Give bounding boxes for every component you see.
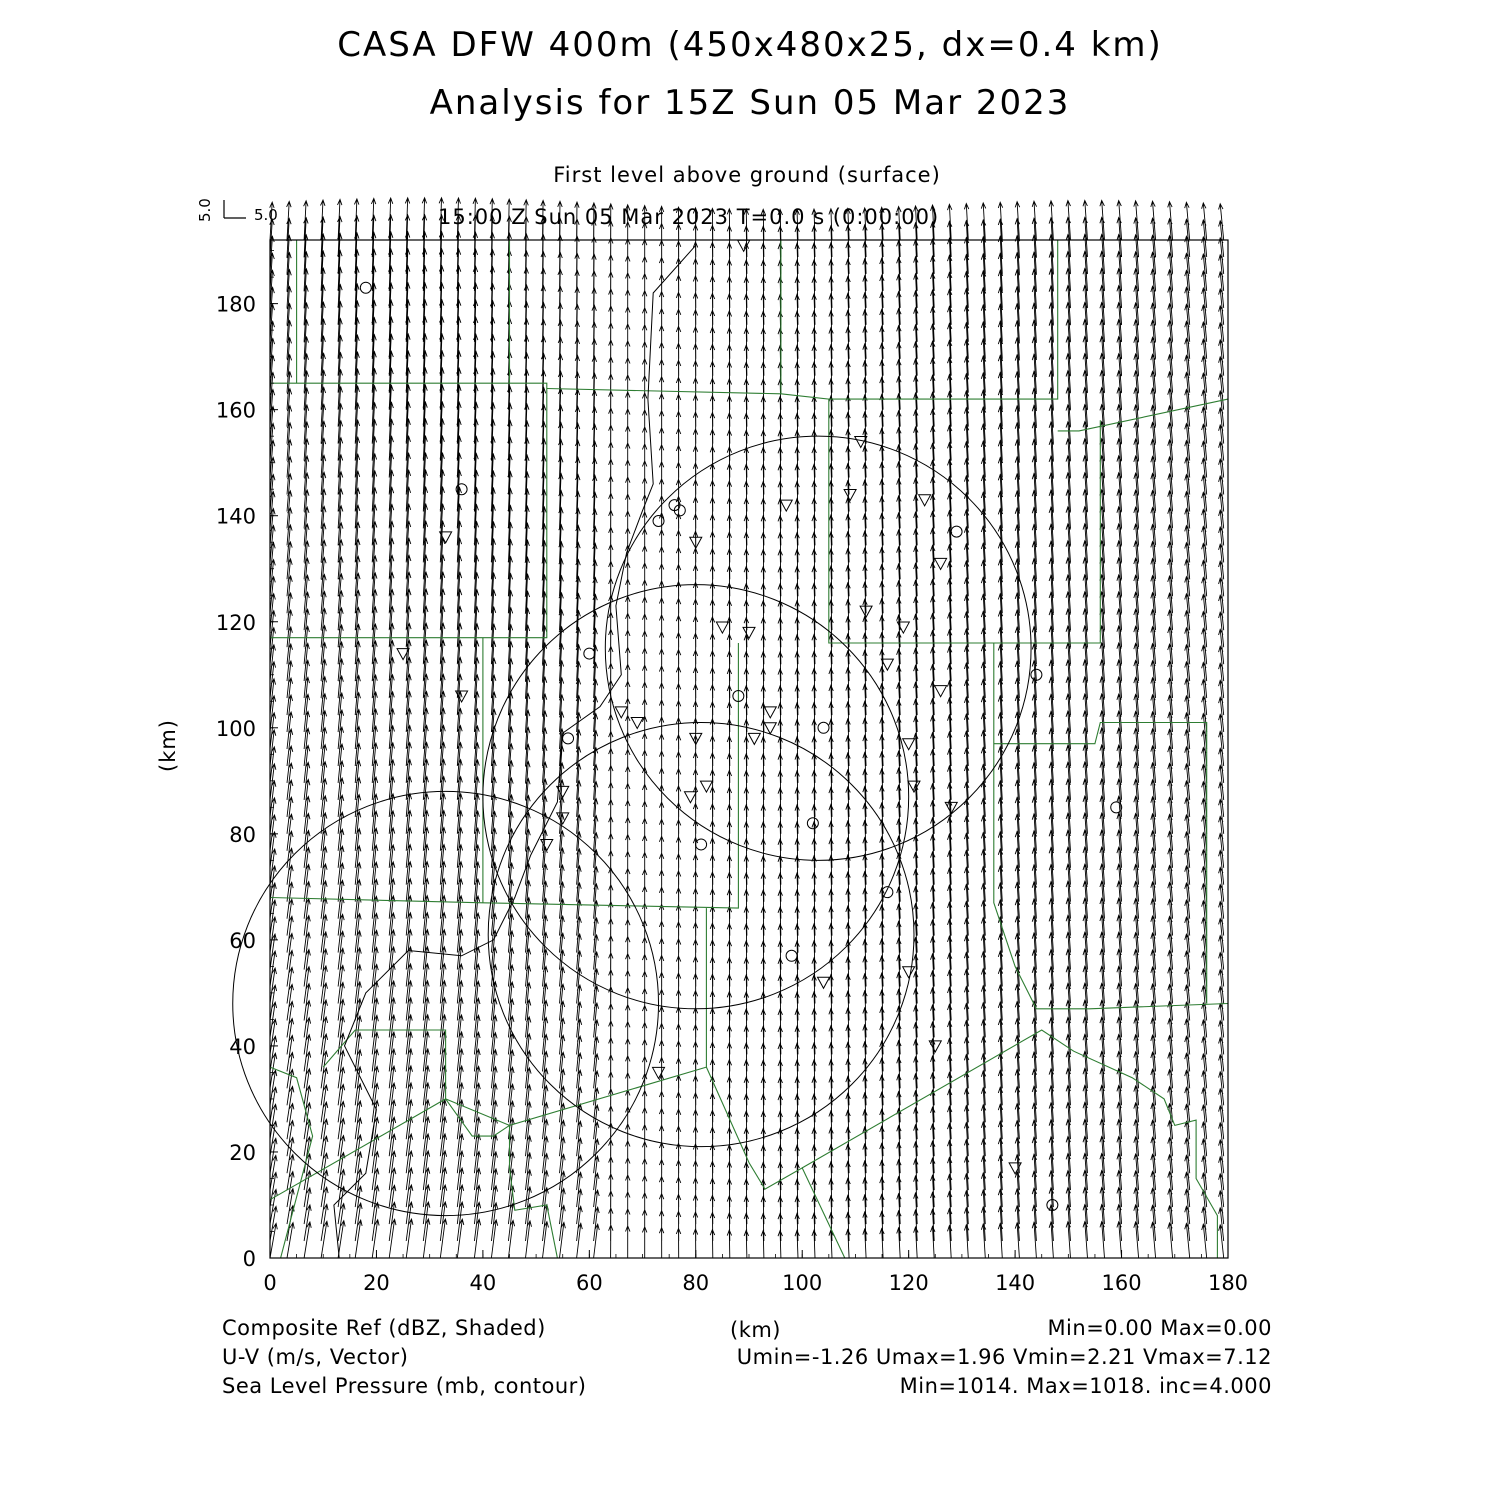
y-tick-label: 20: [229, 1140, 256, 1165]
y-tick-label: 60: [229, 928, 256, 953]
x-tick-label: 0: [263, 1271, 277, 1295]
station-triangle-marker: [716, 622, 728, 633]
y-tick-label: 0: [242, 1247, 256, 1271]
station-triangle-marker: [764, 707, 776, 718]
station-circle-marker: [882, 887, 893, 898]
station-circle-marker: [807, 818, 818, 829]
y-tick-label: 180: [215, 292, 256, 317]
station-triangle-marker: [935, 558, 947, 569]
footer-field-1: Composite Ref (dBZ, Shaded): [222, 1316, 546, 1340]
ref-vector-v-label: 5.0: [196, 198, 214, 222]
x-axis-label: (km): [730, 1318, 782, 1342]
x-tick-label: 120: [888, 1271, 929, 1295]
x-tick-label: 140: [995, 1271, 1036, 1295]
time-label: 15:00 Z Sun 05 Mar 2023 T=0.0 s (0:00:00): [438, 205, 940, 229]
station-circle-marker: [360, 282, 371, 293]
reference-vector-axes: [224, 200, 246, 218]
station-triangle-marker: [908, 781, 920, 792]
y-tick-label: 120: [215, 610, 256, 635]
station-circle-marker: [818, 722, 829, 733]
station-circle-marker: [1047, 1199, 1058, 1210]
station-circle-marker: [951, 526, 962, 537]
station-circle-marker: [653, 516, 664, 527]
station-circle-marker: [674, 505, 685, 516]
station-triangle-marker: [748, 733, 760, 744]
station-circle-marker: [786, 950, 797, 961]
vector-field: [270, 198, 1224, 1258]
county-boundary-line: [994, 723, 1207, 1004]
station-circle-marker: [1111, 802, 1122, 813]
station-triangle-marker: [615, 707, 627, 718]
pressure-contour-circle: [488, 722, 914, 1146]
x-tick-label: 20: [363, 1271, 390, 1295]
footer-field-3: Sea Level Pressure (mb, contour): [222, 1374, 587, 1398]
y-tick-label: 100: [215, 716, 256, 741]
station-triangle-marker: [631, 717, 643, 728]
station-triangle-marker: [919, 495, 931, 506]
station-triangle-marker: [818, 977, 830, 988]
x-tick-label: 100: [782, 1271, 823, 1295]
y-axis-label: (km): [156, 718, 180, 772]
footer-stats-1: Min=0.00 Max=0.00: [1047, 1316, 1272, 1340]
station-circle-marker: [584, 648, 595, 659]
station-circle-marker: [733, 690, 744, 701]
county-boundary-line: [706, 1067, 844, 1258]
footer-stats-2: Umin=-1.26 Umax=1.96 Vmin=2.21 Vmax=7.12: [736, 1345, 1272, 1369]
wind-vectors: [270, 198, 1224, 1258]
station-triangle-marker: [844, 490, 856, 501]
county-boundary-line: [446, 908, 707, 1125]
chart-subtitle: Analysis for 15Z Sun 05 Mar 2023: [429, 83, 1071, 123]
station-circle-marker: [456, 484, 467, 495]
pressure-contour-line: [334, 245, 696, 1258]
x-tick-label: 80: [682, 1271, 710, 1295]
footer-stats-3: Min=1014. Max=1018. inc=4.000: [899, 1374, 1272, 1398]
station-triangle-marker: [780, 500, 792, 511]
x-tick-label: 180: [1207, 1271, 1249, 1295]
y-tick-label: 140: [215, 504, 256, 529]
y-tick-label: 40: [229, 1034, 256, 1059]
station-circle-marker: [1031, 669, 1042, 680]
station-triangle-marker: [684, 792, 696, 803]
y-tick-label: 160: [215, 398, 256, 423]
county-boundary-line: [547, 389, 1228, 1009]
level-label: First level above ground (surface): [553, 163, 941, 187]
station-triangle-marker: [903, 967, 915, 978]
footer-field-2: U-V (m/s, Vector): [222, 1345, 409, 1369]
station-circle-marker: [696, 839, 707, 850]
station-triangle-marker: [743, 627, 755, 638]
station-circle-marker: [563, 733, 574, 744]
reference-vector: [224, 200, 246, 218]
station-triangle-marker: [935, 686, 947, 697]
station-triangle-marker: [903, 739, 915, 750]
station-triangle-marker: [738, 240, 750, 251]
x-tick-label: 160: [1101, 1271, 1142, 1295]
x-tick-label: 40: [469, 1271, 497, 1295]
county-boundary-line: [446, 1099, 558, 1258]
pressure-contours: [233, 245, 1031, 1258]
x-tick-label: 60: [575, 1271, 603, 1295]
chart-title: CASA DFW 400m (450x480x25, dx=0.4 km): [337, 25, 1163, 65]
axis-ticks: [216, 251, 1248, 1295]
ref-vector-u-label: 5.0: [254, 206, 278, 224]
y-tick-label: 80: [229, 822, 256, 847]
